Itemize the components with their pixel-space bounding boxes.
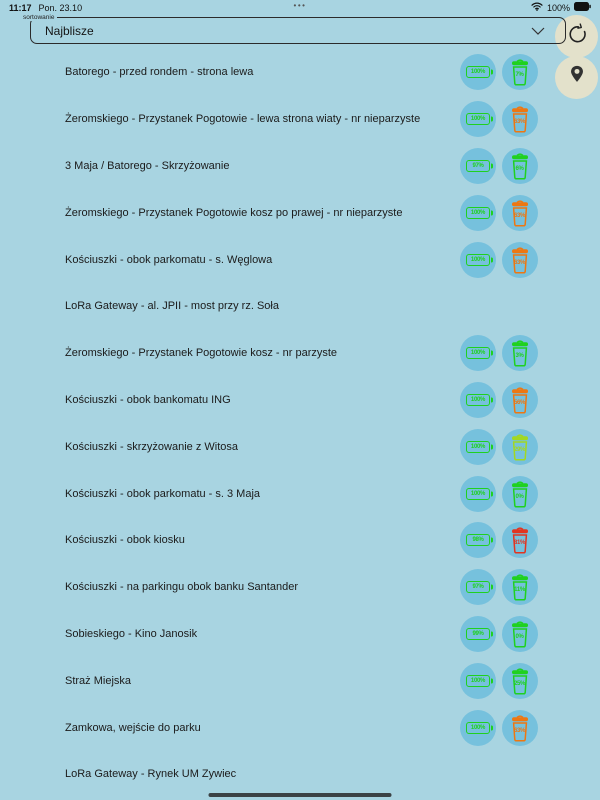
battery-percent: 97% xyxy=(472,162,484,169)
fill-percent: 63% xyxy=(513,119,526,126)
list-item[interactable] xyxy=(0,330,600,377)
battery-badge xyxy=(460,54,496,90)
trash-bin-icon xyxy=(509,105,531,133)
sort-dropdown-value: Najblisze xyxy=(45,23,94,38)
battery-percent: 100% xyxy=(470,677,486,684)
sort-dropdown[interactable] xyxy=(23,14,566,44)
list-item[interactable] xyxy=(0,377,600,424)
list-item[interactable] xyxy=(0,96,600,143)
battery-percent: 100% xyxy=(470,116,486,123)
battery-percent: 97% xyxy=(472,584,484,591)
list-item[interactable] xyxy=(0,236,600,283)
battery-percent: 100% xyxy=(470,490,486,497)
battery-badge xyxy=(460,148,496,184)
list-item[interactable] xyxy=(0,143,600,190)
battery-badge xyxy=(460,569,496,605)
battery-icon xyxy=(466,581,490,593)
fill-percent: 0% xyxy=(515,633,524,640)
fill-badge xyxy=(502,522,538,558)
trash-bin-icon xyxy=(509,58,531,86)
battery-badge xyxy=(460,476,496,512)
battery-icon xyxy=(574,2,591,13)
battery-badge xyxy=(460,710,496,746)
battery-badge xyxy=(460,101,496,137)
list-item[interactable] xyxy=(0,564,600,611)
list-item[interactable] xyxy=(0,751,600,798)
battery-icon xyxy=(466,675,490,687)
battery-icon xyxy=(466,394,490,406)
fill-percent: 0% xyxy=(515,493,524,500)
trash-bin-icon xyxy=(509,433,531,461)
fill-percent: 6% xyxy=(515,165,524,172)
battery-badge xyxy=(460,522,496,558)
battery-percent: 100% xyxy=(470,209,486,216)
fill-badge xyxy=(502,429,538,465)
fill-percent: 25% xyxy=(513,680,526,687)
fill-badge xyxy=(502,476,538,512)
battery-icon xyxy=(466,628,490,640)
multitasking-dots: ••• xyxy=(293,1,307,10)
location-list xyxy=(0,49,600,798)
location-label: Żeromskiego - Przystanek Pogotowie kosz po prawej - nr nieparzyste xyxy=(65,206,403,219)
status-battery-percent: 100% xyxy=(546,2,570,13)
location-label: Kościuszki - na parkingu obok banku Santander xyxy=(65,581,298,594)
fill-percent: 29% xyxy=(513,446,526,453)
fill-badge xyxy=(502,54,538,90)
fill-badge xyxy=(502,616,538,652)
chevron-down-icon xyxy=(531,22,545,40)
battery-percent: 100% xyxy=(470,443,486,450)
fill-percent: 11% xyxy=(514,587,525,594)
location-label: LoRa Gateway - al. JPII - most przy rz. Soła xyxy=(65,300,279,313)
battery-icon xyxy=(466,441,490,453)
location-label: Kościuszki - obok kiosku xyxy=(65,534,185,547)
battery-badge xyxy=(460,195,496,231)
fill-percent: 63% xyxy=(513,212,526,219)
trash-bin-icon xyxy=(509,480,531,508)
battery-badge xyxy=(460,382,496,418)
trash-bin-icon xyxy=(509,386,531,414)
list-item[interactable] xyxy=(0,517,600,564)
location-label: Żeromskiego - Przystanek Pogotowie - lewa strona wiaty - nr nieparzyste xyxy=(65,113,421,126)
battery-percent: 100% xyxy=(470,724,486,731)
battery-percent: 100% xyxy=(470,396,486,403)
status-date: Pon. 23.10 xyxy=(38,2,83,13)
battery-icon xyxy=(466,113,490,125)
fill-badge xyxy=(502,242,538,278)
location-label: 3 Maja / Batorego - Skrzyżowanie xyxy=(65,159,230,172)
location-label: Zamkowa, wejście do parku xyxy=(65,721,201,734)
fill-percent: 7% xyxy=(515,72,524,79)
trash-bin-icon xyxy=(509,152,531,180)
trash-bin-icon xyxy=(509,199,531,227)
location-label: Batorego - przed rondem - strona lewa xyxy=(65,66,254,79)
list-item[interactable] xyxy=(0,704,600,751)
trash-bin-icon xyxy=(509,339,531,367)
battery-badge xyxy=(460,663,496,699)
trash-bin-icon xyxy=(509,714,531,742)
fill-badge xyxy=(502,195,538,231)
battery-badge xyxy=(460,335,496,371)
location-label: Kościuszki - obok bankomatu ING xyxy=(65,393,231,406)
battery-icon xyxy=(466,207,490,219)
trash-bin-icon xyxy=(509,667,531,695)
battery-percent: 99% xyxy=(472,630,484,637)
status-time: 11:17 xyxy=(9,2,32,13)
battery-icon xyxy=(466,534,490,546)
trash-bin-icon xyxy=(509,246,531,274)
fill-percent: 81% xyxy=(513,540,526,547)
trash-bin-icon xyxy=(509,526,531,554)
fill-badge xyxy=(502,663,538,699)
sort-dropdown-label: sortowanie xyxy=(20,14,57,21)
list-item[interactable] xyxy=(0,189,600,236)
status-bar xyxy=(0,0,600,15)
home-indicator[interactable] xyxy=(209,793,392,798)
location-label: Żeromskiego - Przystanek Pogotowie kosz - nr parzyste xyxy=(65,347,338,360)
list-item[interactable] xyxy=(0,49,600,96)
battery-icon xyxy=(466,722,490,734)
battery-icon xyxy=(466,66,490,78)
list-item[interactable] xyxy=(0,470,600,517)
fill-badge xyxy=(502,382,538,418)
location-label: Kościuszki - skrzyżowanie z Witosa xyxy=(65,440,238,453)
battery-badge xyxy=(460,429,496,465)
location-label: Kościuszki - obok parkomatu - s. 3 Maja xyxy=(65,487,261,500)
fill-percent: 63% xyxy=(513,259,526,266)
fill-badge xyxy=(502,148,538,184)
battery-icon xyxy=(466,347,490,359)
fill-badge xyxy=(502,101,538,137)
fill-badge xyxy=(502,569,538,605)
refresh-icon xyxy=(565,22,589,51)
battery-icon xyxy=(466,254,490,266)
fill-percent: 3% xyxy=(515,353,524,360)
battery-badge xyxy=(460,616,496,652)
battery-badge xyxy=(460,242,496,278)
battery-percent: 100% xyxy=(470,256,486,263)
fill-badge xyxy=(502,710,538,746)
battery-percent: 98% xyxy=(472,537,484,544)
fill-percent: 56% xyxy=(513,399,526,406)
battery-icon xyxy=(466,160,490,172)
location-label: Sobieskiego - Kino Janosik xyxy=(65,627,198,640)
battery-percent: 100% xyxy=(470,350,486,357)
wifi-icon xyxy=(531,2,543,13)
trash-bin-icon xyxy=(509,573,531,601)
list-item[interactable] xyxy=(0,611,600,658)
list-item[interactable] xyxy=(0,657,600,704)
battery-icon xyxy=(466,488,490,500)
trash-bin-icon xyxy=(509,620,531,648)
location-label: Straż Miejska xyxy=(65,674,132,687)
fill-badge xyxy=(502,335,538,371)
fill-percent: 63% xyxy=(513,727,526,734)
location-label: Kościuszki - obok parkomatu - s. Węglowa xyxy=(65,253,273,266)
battery-percent: 100% xyxy=(470,69,486,76)
location-label: LoRa Gateway - Rynek UM Zywiec xyxy=(65,768,237,781)
list-item[interactable] xyxy=(0,283,600,330)
list-item[interactable] xyxy=(0,423,600,470)
